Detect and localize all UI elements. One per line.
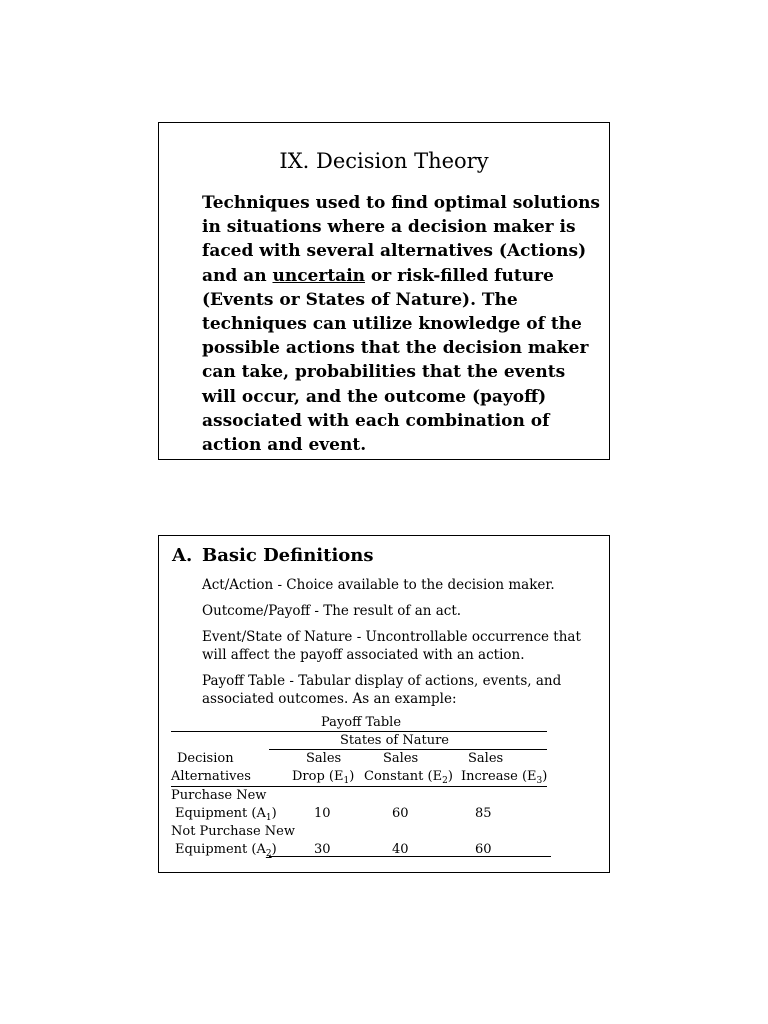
table-top-rule xyxy=(171,731,547,732)
payoff-table xyxy=(159,536,609,872)
row-label-line-2: Equipment $(A_1)$ xyxy=(175,806,277,823)
section-title: Basic Definitions xyxy=(202,545,374,566)
slide-decision-theory xyxy=(158,122,610,460)
column-header-line-1: Sales xyxy=(383,751,419,766)
column-header-line-1: Sales xyxy=(468,751,504,766)
slide-title: IX. Decision Theory xyxy=(279,149,489,173)
slide-basic-definitions xyxy=(158,535,610,873)
table-cell: 30 xyxy=(314,842,331,857)
table-bottom-rule xyxy=(269,856,551,857)
column-header-line-2: Increase $(E_3)$ xyxy=(461,769,548,786)
table-caption: Payoff Table xyxy=(321,715,402,730)
definition-item: Act/Action - Choice available to the decision maker. xyxy=(202,577,555,593)
row-label-line-1: Purchase New xyxy=(171,788,267,803)
body-text-part-1: Techniques used to find optimal solutions in situations where a decision maker is faced with several alternatives (Actions) and an xyxy=(202,193,601,286)
states-of-nature-header: States of Nature xyxy=(340,733,450,748)
definition-item: Outcome/Payoff - The result of an act. xyxy=(202,603,462,619)
row-label-line-1: Not Purchase New xyxy=(171,824,295,839)
row-header-line-2: Alternatives xyxy=(171,769,251,784)
group-header-rule xyxy=(269,749,547,750)
table-cell: 85 xyxy=(475,806,492,821)
definition-item: Payoff Table - Tabular display of actions, events, and associated outcomes. As an example: xyxy=(202,673,562,707)
table-cell: 60 xyxy=(475,842,492,857)
column-header-line-2: Drop $(E_1)$ xyxy=(292,769,355,786)
column-header-line-2: Constant $(E_2)$ xyxy=(364,769,453,786)
row-label-line-2: Equipment $(A_2)$ xyxy=(175,842,277,859)
definition-item: Event/State of Nature - Uncontrollable occurrence that will affect the payoff associated with an action. xyxy=(202,629,581,663)
header-bottom-rule xyxy=(171,786,547,787)
slide-body-text xyxy=(202,191,602,457)
table-cell: 40 xyxy=(392,842,409,857)
column-header-line-1: Sales xyxy=(306,751,342,766)
body-text-emphasis: uncertain xyxy=(272,265,366,286)
row-header-line-1: Decision xyxy=(177,751,234,766)
table-cell: 10 xyxy=(314,806,331,821)
table-cell: 60 xyxy=(392,806,409,821)
section-letter: A. xyxy=(172,545,193,566)
body-text-part-2: or risk-filled future (Events or States of Nature). The techniques can utilize knowledge of the possible actions that the decision maker can take, probabilities that the events will occur, and the outcome (payoff) associated with each combination of action and event. xyxy=(202,265,589,456)
